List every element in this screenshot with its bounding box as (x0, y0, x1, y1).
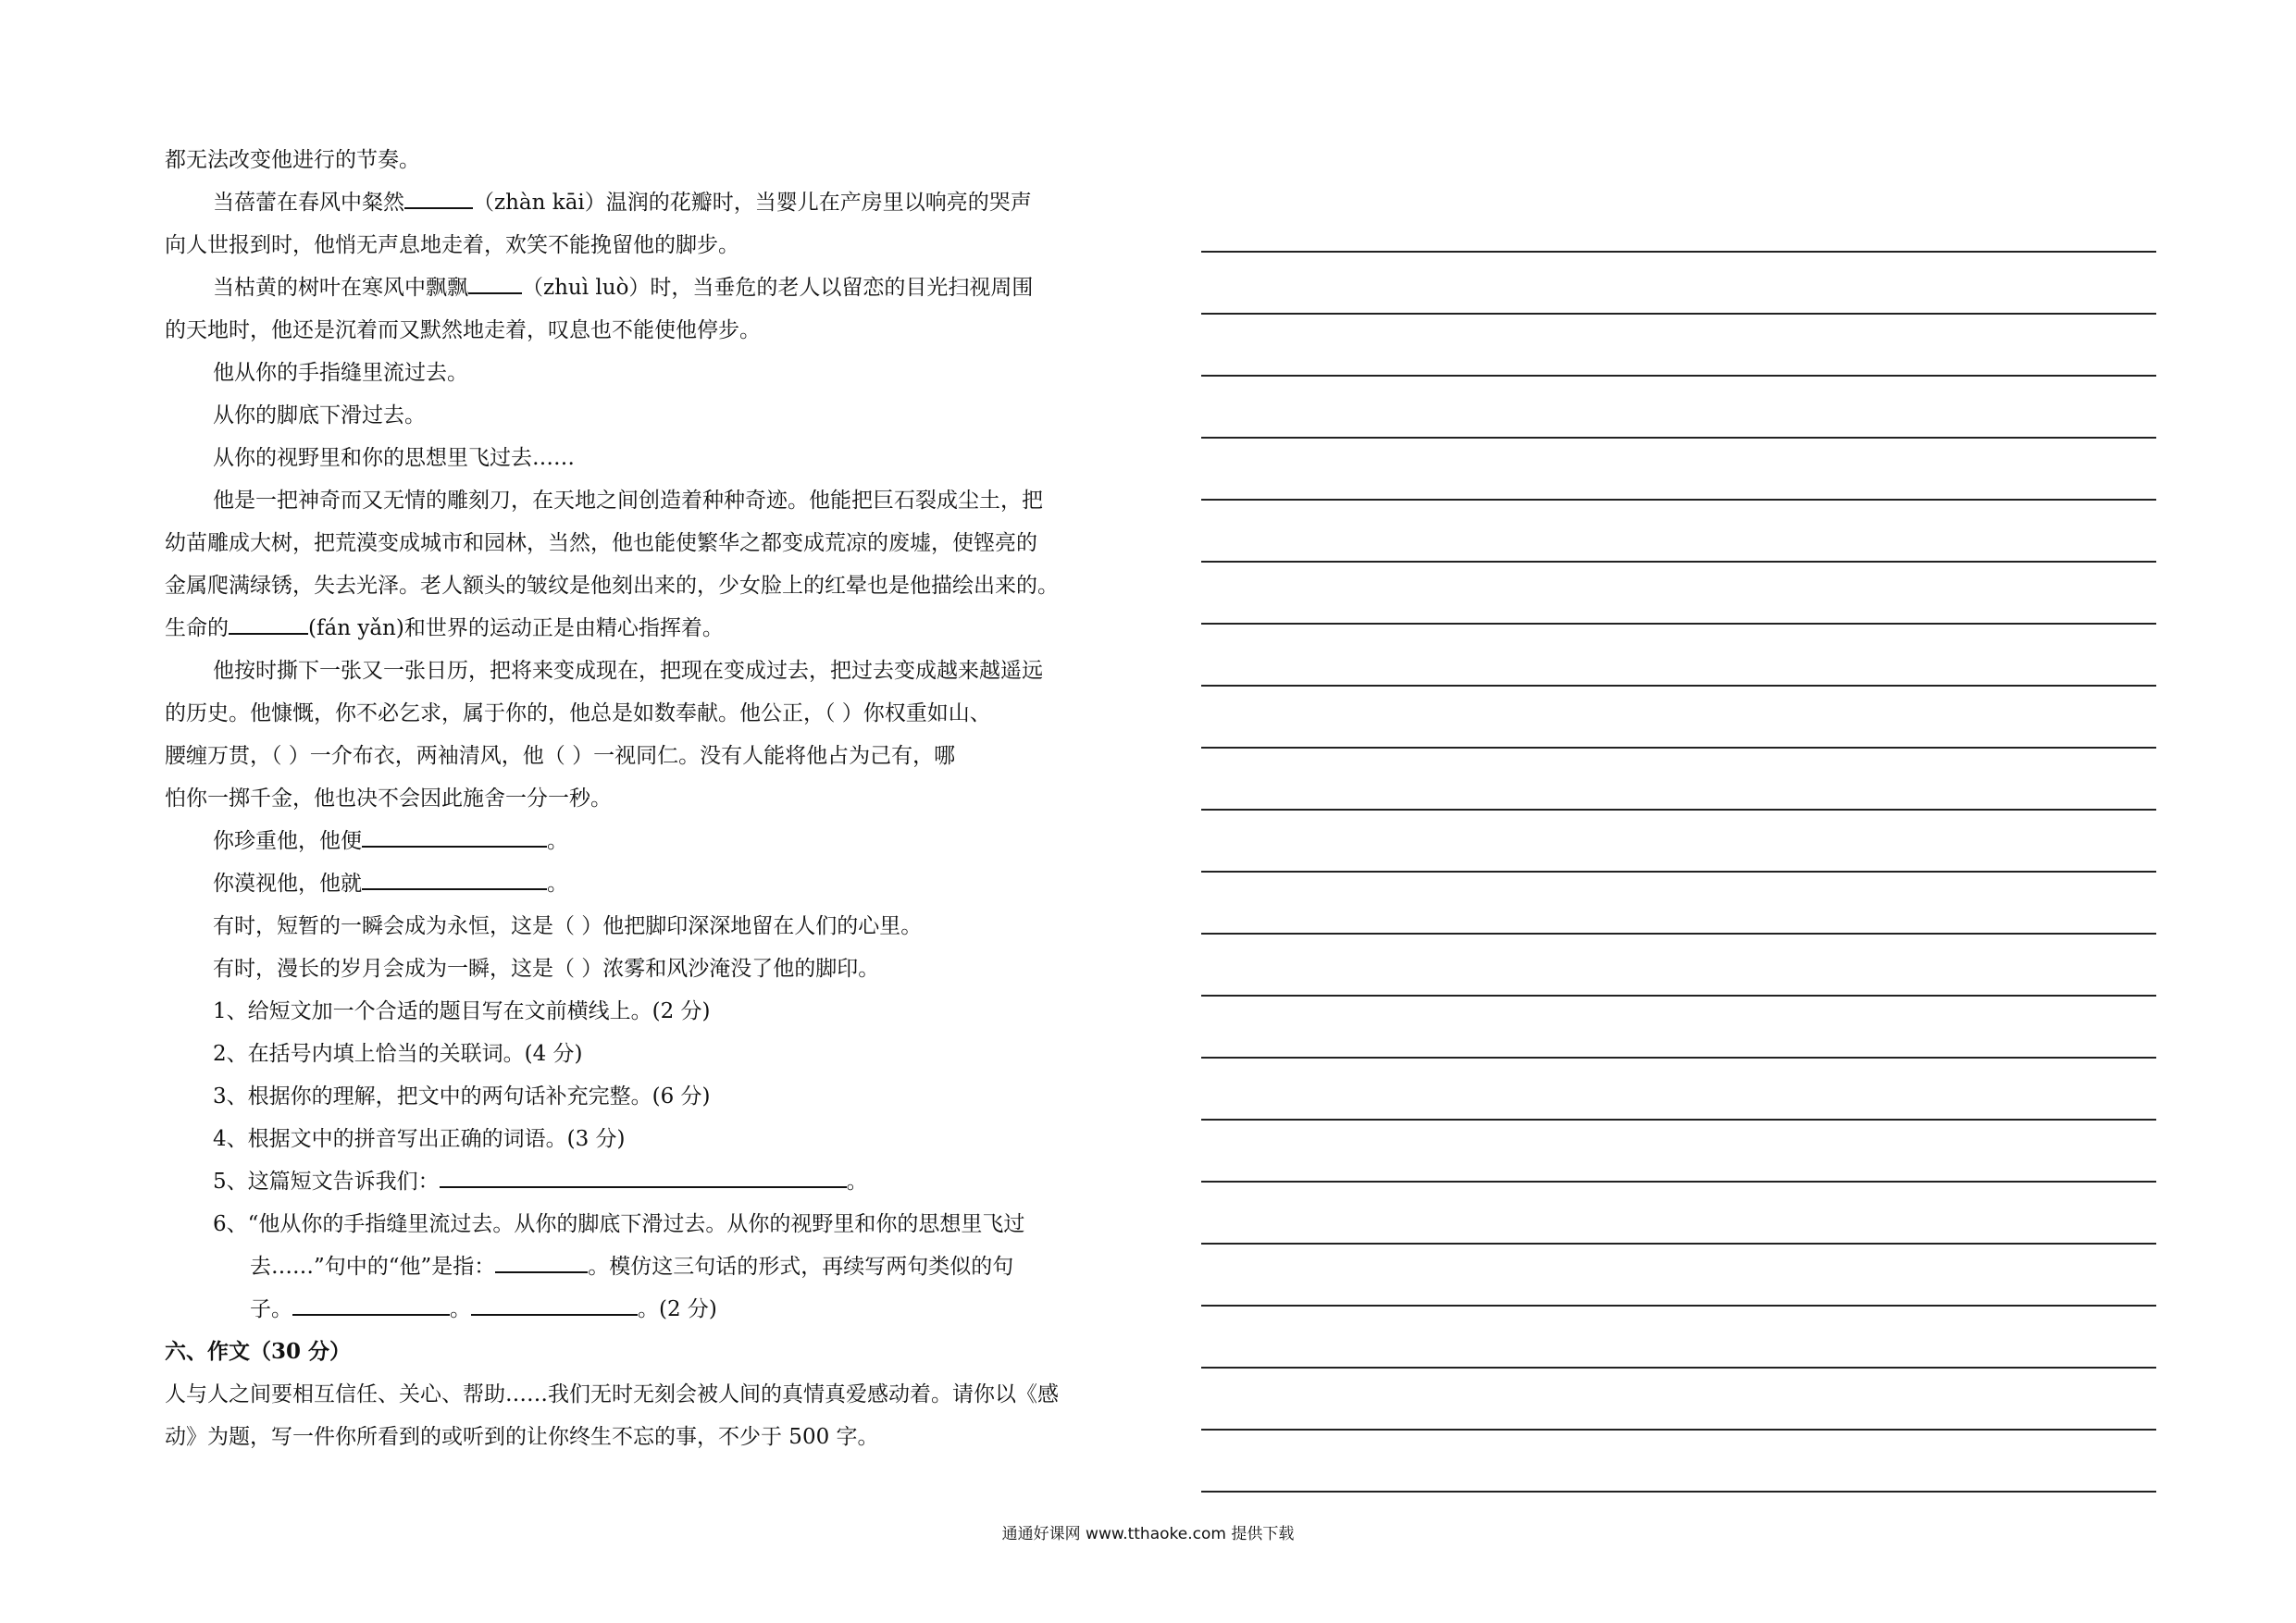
writing-line[interactable] (1201, 315, 2156, 377)
question-4: 4、根据文中的拼音写出正确的词语。(3 分) (213, 1127, 626, 1151)
writing-line[interactable] (1201, 439, 2156, 501)
passage-line: 他从你的手指缝里流过去。 (213, 361, 468, 385)
answer-blank[interactable] (229, 614, 308, 635)
passage-line: 怕你一掷千金，他也决不会因此施舍一分一秒。 (165, 787, 612, 811)
writing-line[interactable] (1201, 1245, 2156, 1307)
writing-line[interactable] (1201, 253, 2156, 315)
passage-line: 从你的脚底下滑过去。 (213, 403, 426, 427)
writing-line[interactable] (1201, 873, 2156, 935)
writing-line[interactable] (1201, 811, 2156, 873)
passage-line: 金属爬满绿锈，失去光泽。老人额头的皱纹是他刻出来的，少女脸上的红晕也是他描绘出来的。 (165, 574, 1059, 598)
footer-credit: 通通好课网 www.tthaoke.com 提供下载 (1001, 1525, 1295, 1543)
answer-blank[interactable] (440, 1168, 847, 1188)
passage-line: 的天地时，他还是沉着而又默然地走着，叹息也不能使他停步。 (165, 318, 761, 342)
answer-blank[interactable] (362, 870, 547, 890)
passage-line: 生命的 (fán yǎn)和世界的运动正是由精心指挥着。 (165, 616, 724, 640)
writing-line[interactable] (1201, 1121, 2156, 1183)
composition-heading: 六、作文（30 分） (165, 1339, 352, 1364)
reading-passage (165, 139, 1127, 1458)
writing-line[interactable] (1201, 1059, 2156, 1121)
passage-line: 当蓓蕾在春风中粲然 （zhàn kāi）温润的花瓣时，当婴儿在产房里以响亮的哭声 (213, 191, 1032, 215)
writing-line[interactable] (1201, 1307, 2156, 1369)
question-3: 3、根据你的理解，把文中的两句话补充完整。(6 分) (213, 1084, 711, 1109)
passage-line: 你珍重他，他便 。 (213, 829, 568, 853)
writing-line[interactable] (1201, 1183, 2156, 1245)
passage-line: 从你的视野里和你的思想里飞过去…… (213, 446, 575, 470)
writing-line[interactable] (1201, 997, 2156, 1059)
writing-line[interactable] (1201, 1431, 2156, 1493)
passage-line: 幼苗雕成大树，把荒漠变成城市和园林，当然，他也能使繁华之都变成荒凉的废墟，使铿亮的 (165, 531, 1037, 555)
writing-line[interactable] (1201, 377, 2156, 439)
writing-line[interactable] (1201, 625, 2156, 687)
passage-line: 有时，短暂的一瞬会成为永恒，这是（ ）他把脚印深深地留在人们的心里。 (213, 914, 923, 938)
passage-line: 你漠视他，他就 。 (213, 872, 568, 896)
answer-blank[interactable] (362, 827, 547, 848)
composition-prompt: 人与人之间要相互信任、关心、帮助……我们无时无刻会被人间的真情真爱感动着。请你以《感 (165, 1382, 1059, 1406)
passage-line: 向人世报到时，他悄无声息地走着，欢笑不能挽留他的脚步。 (165, 233, 739, 257)
passage-line: 都无法改变他进行的节奏。 (165, 148, 420, 172)
passage-line: 他按时撕下一张又一张日历，把将来变成现在，把现在变成过去，把过去变成越来越遥远 (213, 659, 1043, 683)
passage-line: 当枯黄的树叶在寒风中飘飘 （zhuì luò）时，当垂危的老人以留恋的目光扫视周围 (213, 276, 1034, 300)
writing-line[interactable] (1201, 563, 2156, 625)
passage-line: 的历史。他慷慨，你不必乞求，属于你的，他总是如数奉献。他公正，（ ）你权重如山、 (165, 701, 991, 725)
question-6-line: 子。 。 。(2 分) (250, 1297, 717, 1321)
question-2: 2、在括号内填上恰当的关联词。(4 分) (213, 1042, 583, 1066)
question-1: 1、给短文加一个合适的题目写在文前横线上。(2 分) (213, 999, 711, 1023)
answer-blank[interactable] (292, 1295, 450, 1316)
writing-line[interactable] (1201, 749, 2156, 811)
writing-line[interactable] (1201, 191, 2156, 253)
writing-area[interactable] (1201, 191, 2156, 1493)
question-5: 5、这篇短文告诉我们： 。 (213, 1170, 868, 1194)
question-6: 6、“他从你的手指缝里流过去。从你的脚底下滑过去。从你的视野里和你的思想里飞过 (213, 1212, 1025, 1236)
answer-blank[interactable] (495, 1253, 588, 1273)
passage-line: 有时，漫长的岁月会成为一瞬，这是（ ）浓雾和风沙淹没了他的脚印。 (213, 957, 880, 981)
composition-prompt: 动》为题，写一件你所看到的或听到的让你终生不忘的事，不少于 500 字。 (165, 1425, 879, 1449)
passage-line: 腰缠万贯，（ ）一介布衣，两袖清风，他（ ）一视同仁。没有人能将他占为己有，哪 (165, 744, 956, 768)
answer-blank[interactable] (468, 274, 522, 294)
answer-blank[interactable] (471, 1295, 638, 1316)
writing-line[interactable] (1201, 1369, 2156, 1431)
passage-line: 他是一把神奇而又无情的雕刻刀，在天地之间创造着种种奇迹。他能把巨石裂成尘土，把 (213, 489, 1043, 513)
writing-line[interactable] (1201, 687, 2156, 749)
question-6-line: 去……”句中的“他”是指： 。模仿这三句话的形式，再续写两句类似的句 (250, 1255, 1014, 1279)
writing-line[interactable] (1201, 501, 2156, 563)
answer-blank[interactable] (404, 189, 473, 209)
writing-line[interactable] (1201, 935, 2156, 997)
